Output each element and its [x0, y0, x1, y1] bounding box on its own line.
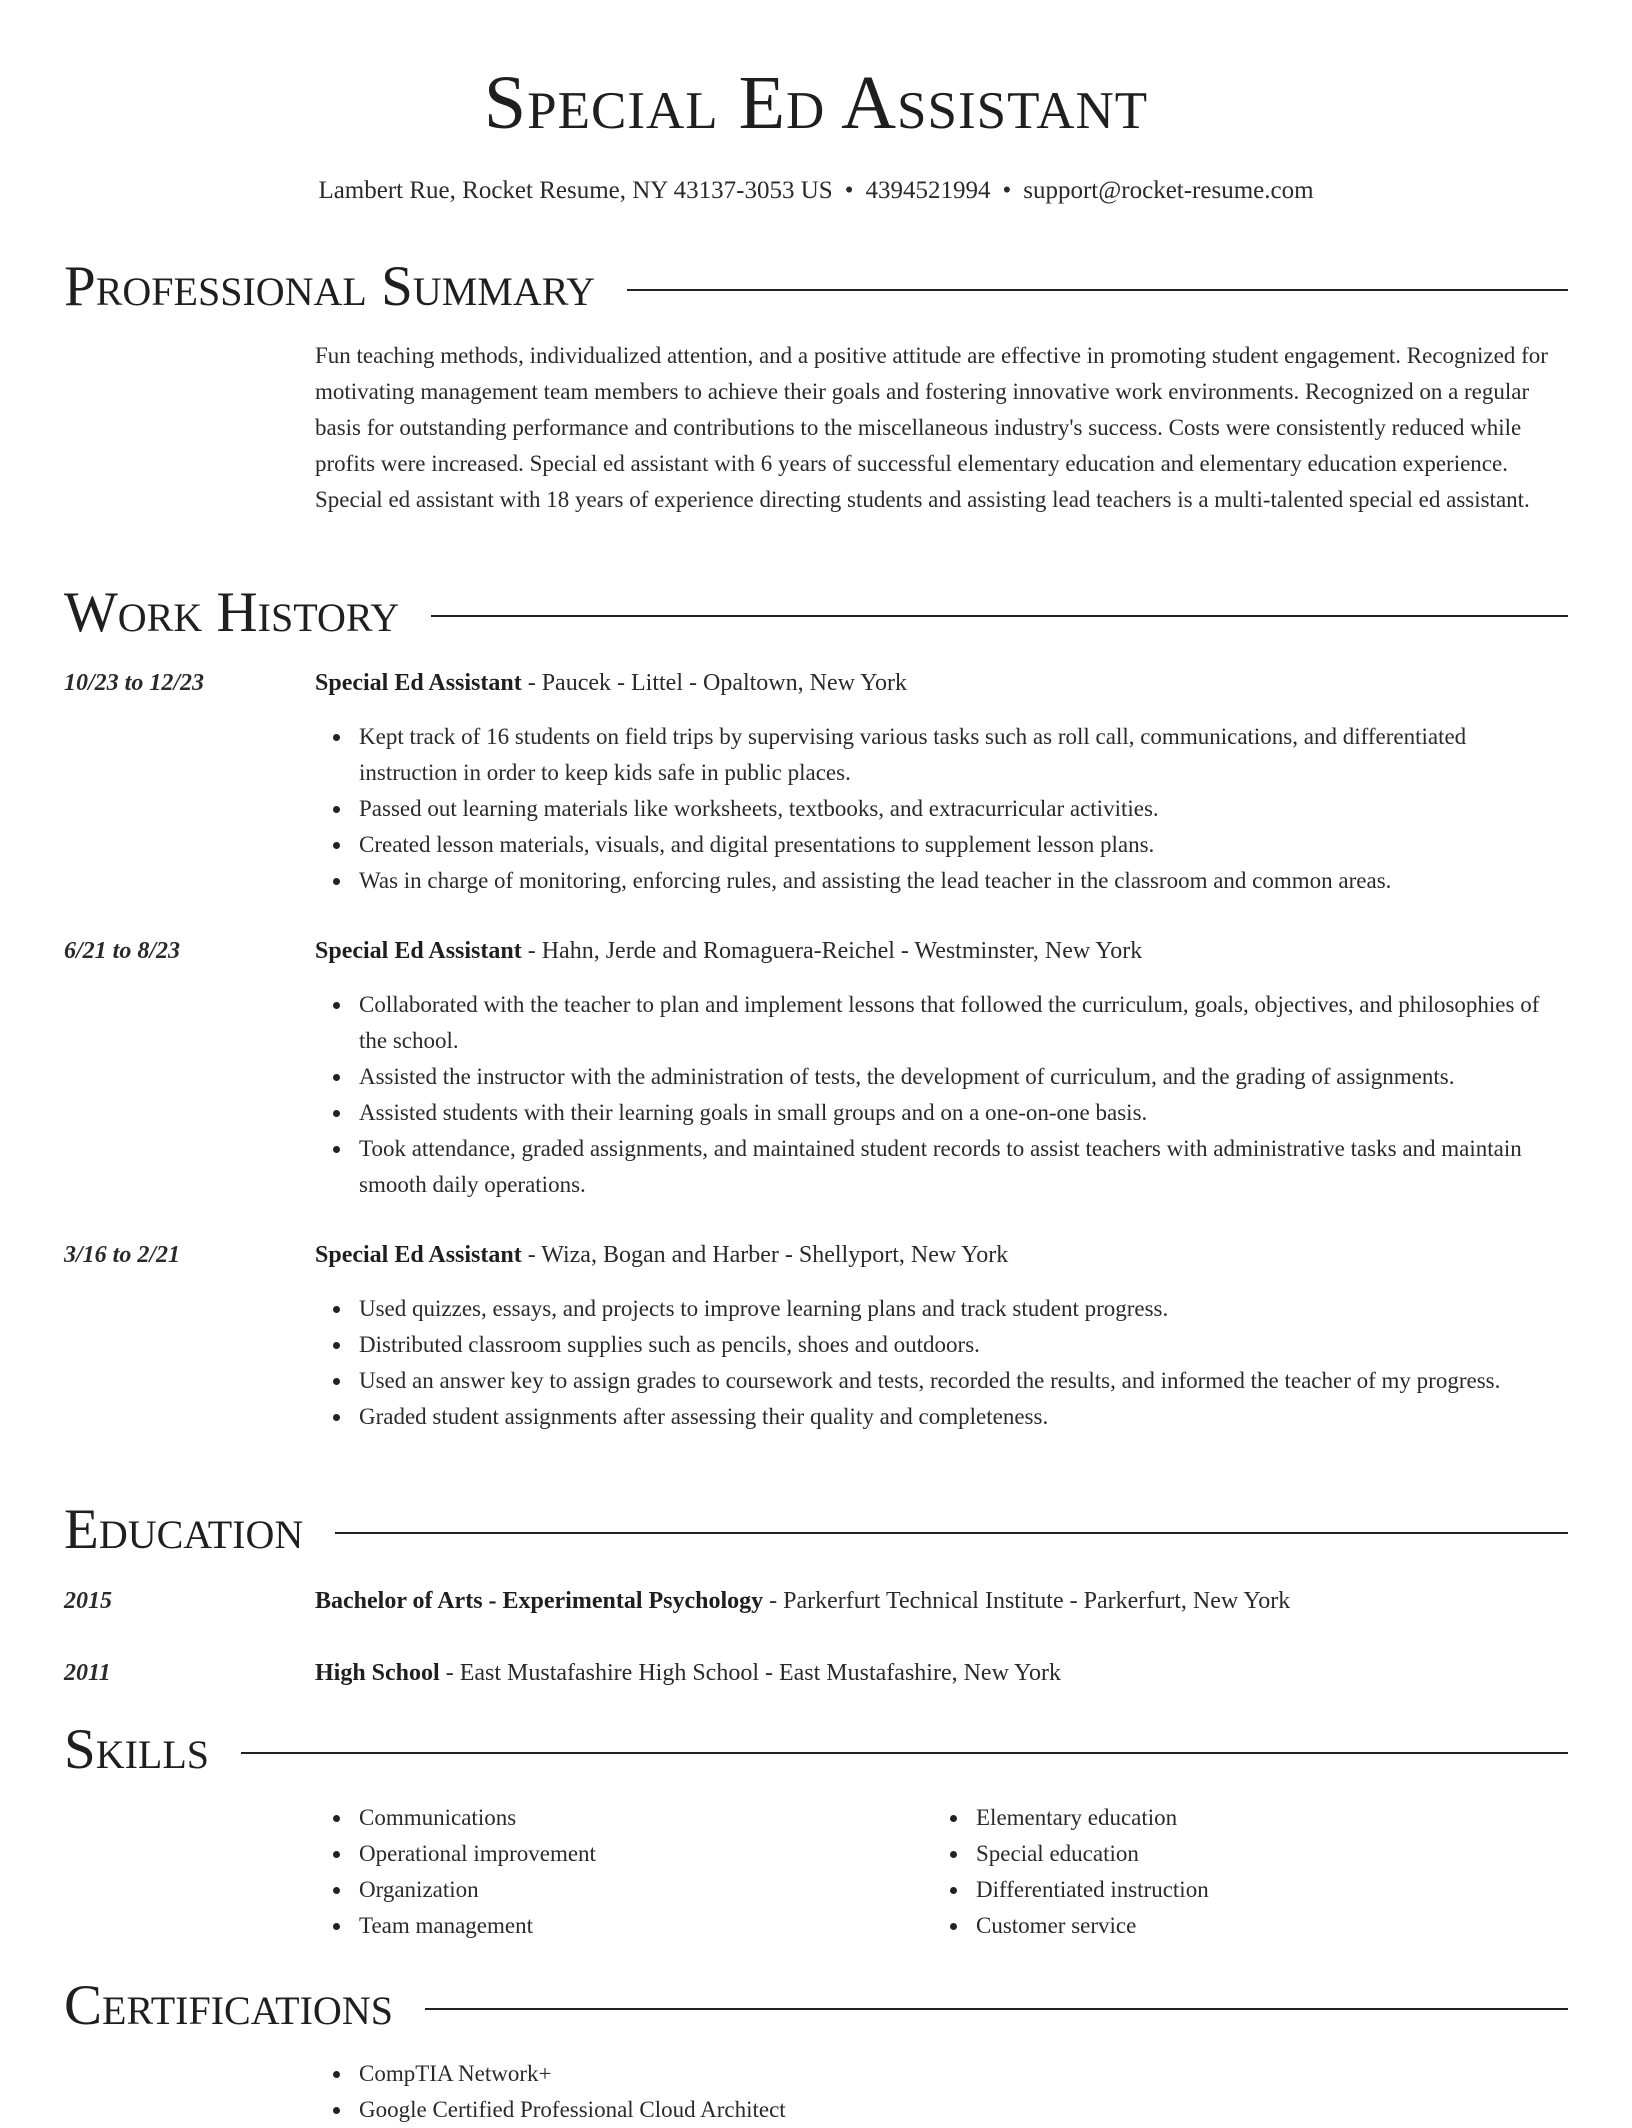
section-title: Professional Summary: [64, 255, 596, 318]
work-bullet: Passed out learning materials like worksheets, textbooks, and extracurricular activities.: [359, 791, 1568, 827]
work-title: Special Ed Assistant: [315, 670, 522, 696]
work-bullet: Used quizzes, essays, and projects to improve learning plans and track student progress.: [359, 1291, 1568, 1327]
work-bullet: Created lesson materials, visuals, and digital presentations to supplement lesson plans.: [359, 827, 1568, 863]
work-bullets: [359, 1291, 1568, 1435]
work-dates: 3/16 to 2/21: [64, 1242, 181, 1268]
work-bullets: [359, 719, 1568, 899]
skill-item: Communications: [359, 1800, 596, 1836]
section-title: Education: [64, 1498, 304, 1561]
contact-separator: •: [844, 177, 854, 204]
section-title: Skills: [64, 1718, 210, 1781]
education-section-header: [64, 1494, 1568, 1566]
education-heading: [315, 1583, 1568, 1619]
work-heading: [315, 1237, 1568, 1273]
certification-item: CompTIA Network+: [359, 2056, 786, 2092]
education-year: 2015: [64, 1588, 112, 1614]
contact-phone: 4394521994: [865, 177, 991, 204]
work-title: Special Ed Assistant: [315, 1242, 522, 1268]
work-bullet: Kept track of 16 students on field trips by supervising various tasks such as roll call, communications, and differentiated instruction in order to keep kids safe in public places.: [359, 719, 1568, 791]
work-bullet: Used an answer key to assign grades to coursework and tests, recorded the results, and informed the teacher of my progress.: [359, 1363, 1568, 1399]
work-bullet: Distributed classroom supplies such as pencils, shoes and outdoors.: [359, 1327, 1568, 1363]
contact-line: [64, 174, 1568, 208]
skill-item: Differentiated instruction: [976, 1872, 1209, 1908]
work-bullet: Assisted the instructor with the administration of tests, the development of curriculum, and the grading of assignments.: [359, 1059, 1568, 1095]
education-degree: High School: [315, 1660, 440, 1686]
work-dates: 10/23 to 12/23: [64, 670, 205, 696]
work-bullet: Was in charge of monitoring, enforcing rules, and assisting the lead teacher in the classroom and common areas.: [359, 863, 1568, 899]
work-heading: [315, 933, 1568, 969]
section-rule: [241, 1752, 1568, 1754]
work-bullet: Collaborated with the teacher to plan and implement lessons that followed the curriculum, goals, objectives, and philosophies of the school.: [359, 987, 1568, 1059]
work-bullets: [359, 987, 1568, 1203]
work-details: - Wiza, Bogan and Harber - Shellyport, New York: [521, 1242, 1009, 1268]
work-dates: 6/21 to 8/23: [64, 938, 181, 964]
education-year: 2011: [64, 1660, 111, 1686]
contact-email: support@rocket-resume.com: [1023, 177, 1314, 204]
skill-item: Customer service: [976, 1908, 1209, 1944]
certifications-list: [359, 2056, 786, 2128]
work-bullet: Graded student assignments after assessing their quality and completeness.: [359, 1399, 1568, 1435]
work-title: Special Ed Assistant: [315, 938, 522, 964]
education-degree: Bachelor of Arts - Experimental Psychology: [315, 1588, 764, 1614]
work-details: - Paucek - Littel - Opaltown, New York: [521, 670, 907, 696]
certifications-section-header: [64, 1970, 1568, 2042]
section-rule: [431, 615, 1568, 617]
section-rule: [425, 2008, 1568, 2010]
work-details: - Hahn, Jerde and Romaguera-Reichel - Westminster, New York: [521, 938, 1143, 964]
skill-item: Organization: [359, 1872, 596, 1908]
work-section-header: [64, 577, 1568, 649]
section-rule: [335, 1532, 1568, 1534]
summary-section-header: [64, 251, 1568, 323]
section-rule: [627, 289, 1568, 291]
contact-address: Lambert Rue, Rocket Resume, NY 43137-3053 US: [318, 177, 833, 204]
skill-item: Elementary education: [976, 1800, 1209, 1836]
skill-item: Special education: [976, 1836, 1209, 1872]
skills-list-left: [359, 1800, 596, 1944]
skills-list-right: [976, 1800, 1209, 1944]
education-details: - East Mustafashire High School - East Mustafashire, New York: [439, 1660, 1061, 1686]
work-bullet: Assisted students with their learning goals in small groups and on a one-on-one basis.: [359, 1095, 1568, 1131]
education-details: - Parkerfurt Technical Institute - Parkerfurt, New York: [763, 1588, 1291, 1614]
work-heading: [315, 665, 1568, 701]
skill-item: Operational improvement: [359, 1836, 596, 1872]
skills-section-header: [64, 1714, 1568, 1786]
contact-separator: •: [1002, 177, 1012, 204]
section-title: Work History: [64, 581, 400, 644]
certification-item: Google Certified Professional Cloud Architect: [359, 2092, 786, 2128]
summary-text: Fun teaching methods, individualized attention, and a positive attitude are effective in promoting student engagement. Recognized for motivating management team members to achieve their goals and fostering innovative work environments. Recognized on a regular basis for outstanding performance and contributions to the miscellaneous industry's success. Costs were consistently reduced while profits were increased. Special ed assistant with 6 years of successful elementary education and elementary education experience. Special ed assistant with 18 years of experience directing students and assisting lead teachers is a multi-talented special ed assistant.: [315, 343, 1548, 512]
skill-item: Team management: [359, 1908, 596, 1944]
resume-name: Special Ed Assistant: [483, 61, 1149, 145]
education-heading: [315, 1655, 1568, 1691]
section-title: Certifications: [64, 1974, 393, 2037]
work-bullet: Took attendance, graded assignments, and maintained student records to assist teachers with administrative tasks and maintain smooth daily operations.: [359, 1131, 1568, 1203]
